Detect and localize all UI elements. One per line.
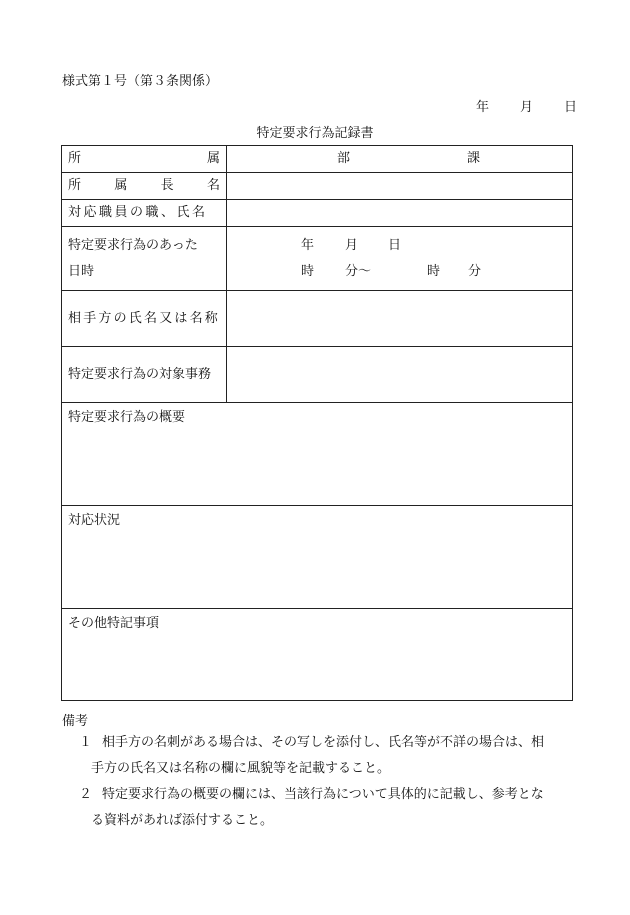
datetime-label-line2: 日時 bbox=[68, 263, 95, 279]
datetime-value[interactable] bbox=[227, 227, 573, 291]
dt-hour-end: 時 bbox=[427, 264, 441, 279]
dt-hour: 時 bbox=[301, 264, 315, 279]
note-line1: 特定要求行為の概要の欄には、当該行為について具体的に記載し、参考とな bbox=[102, 787, 544, 802]
dt-minute-range: 分～ bbox=[345, 264, 372, 279]
summary-field[interactable] bbox=[62, 403, 573, 506]
dt-year: 年 bbox=[301, 238, 315, 253]
dt-minute-end: 分 bbox=[468, 264, 482, 279]
response-label: 対応状況 bbox=[68, 513, 121, 528]
notes-heading: 備考 bbox=[62, 714, 89, 729]
staff-label: 対応職員の職、氏名 bbox=[62, 200, 227, 227]
target-work-label: 特定要求行為の対象事務 bbox=[62, 347, 227, 403]
row-affiliation bbox=[62, 146, 573, 173]
note-line1: 相手方の名刺がある場合は、その写しを添付し、氏名等が不詳の場合は、相 bbox=[102, 735, 545, 750]
note-line2: 手方の氏名又は名称の欄に風貌等を記載すること。 bbox=[91, 761, 391, 776]
row-staff bbox=[62, 200, 573, 227]
affiliation-label bbox=[62, 146, 227, 173]
dept-unit: 部 bbox=[337, 151, 351, 166]
dt-month: 月 bbox=[345, 238, 359, 253]
form-number: 様式第１号（第３条関係） bbox=[62, 74, 219, 89]
row-datetime bbox=[62, 227, 573, 291]
label-char: 長 bbox=[160, 178, 174, 193]
staff-value[interactable] bbox=[227, 200, 573, 227]
datetime-label bbox=[62, 227, 227, 291]
response-field[interactable] bbox=[62, 506, 573, 609]
datetime-label-line1: 特定要求行為のあった bbox=[68, 237, 198, 253]
record-table bbox=[61, 145, 573, 701]
target-work-value[interactable] bbox=[227, 347, 573, 403]
other-field[interactable] bbox=[62, 609, 573, 701]
row-summary bbox=[62, 403, 573, 506]
section-unit: 課 bbox=[467, 151, 481, 166]
label-char: 所 bbox=[68, 178, 82, 193]
label-char: 属 bbox=[114, 178, 128, 193]
label-char: 名 bbox=[206, 178, 220, 193]
row-target-work bbox=[62, 347, 573, 403]
row-response bbox=[62, 506, 573, 609]
row-counterparty bbox=[62, 291, 573, 347]
dt-day: 日 bbox=[388, 238, 402, 253]
note-item-2 bbox=[62, 782, 574, 834]
note-line2: る資料があれば添付すること。 bbox=[91, 813, 274, 828]
row-head-name bbox=[62, 173, 573, 200]
note-number: １ bbox=[79, 735, 93, 750]
head-name-value[interactable] bbox=[227, 173, 573, 200]
note-item-1 bbox=[62, 730, 574, 782]
head-name-label bbox=[62, 173, 227, 200]
note-number: ２ bbox=[79, 787, 93, 802]
date-day: 日 bbox=[564, 100, 578, 115]
date-year: 年 bbox=[476, 100, 490, 115]
document-title: 特定要求行為記録書 bbox=[256, 126, 374, 141]
label-char: 属 bbox=[206, 151, 220, 166]
counterparty-label: 相手方の氏名又は名称 bbox=[62, 291, 227, 347]
date-month: 月 bbox=[520, 100, 534, 115]
summary-label: 特定要求行為の概要 bbox=[68, 410, 186, 425]
counterparty-value[interactable] bbox=[227, 291, 573, 347]
affiliation-value[interactable] bbox=[227, 146, 573, 173]
label-char: 所 bbox=[68, 151, 82, 166]
other-label: その他特記事項 bbox=[68, 616, 160, 631]
row-other bbox=[62, 609, 573, 701]
